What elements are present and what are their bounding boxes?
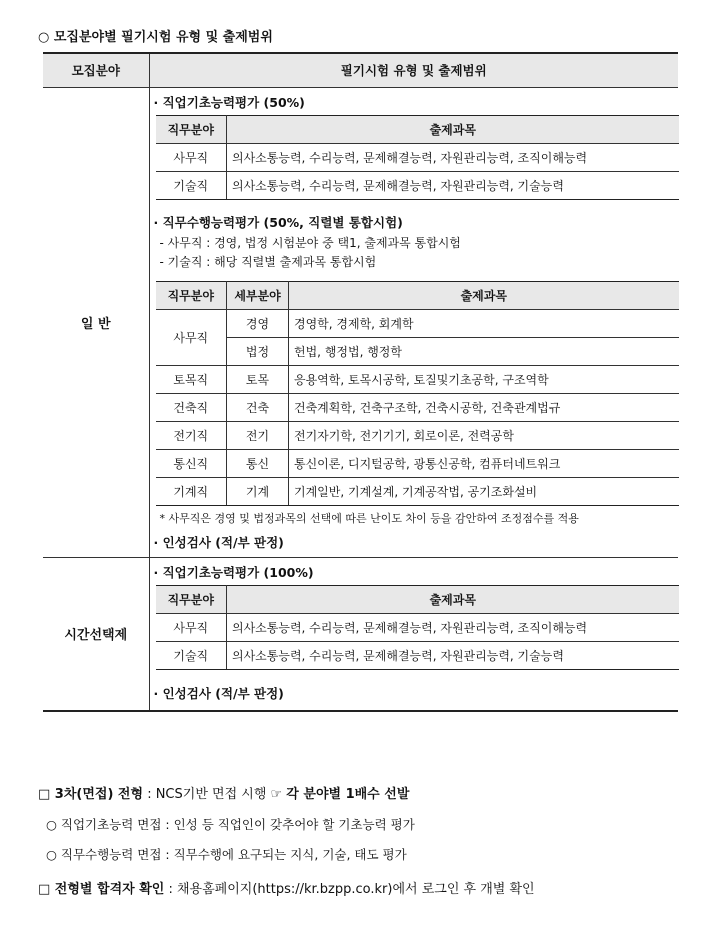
general-note-tech: - 기술직 : 해당 직렬별 출제과목 통합시험 [159,254,377,269]
section-heading: ○ 모집분야별 필기시험 유형 및 출제범위 [38,30,273,45]
table-row [156,449,679,477]
col-subjects: 출제과목 [227,115,679,143]
table-row [156,613,679,641]
interview-stage-line [38,783,409,802]
cell-job: 사무직 [156,613,227,641]
cell-detail: 전기 [227,421,289,449]
general-section3-title: · 인성검사 (적/부 판정) [153,534,284,550]
cell-subjects: 기계일반, 기계설계, 기계공작법, 공기조화설비 [289,477,679,505]
cell-job: 건축직 [156,393,227,421]
general-footnote: * 사무직은 경영 및 법정과목의 선택에 따른 난이도 차이 등을 감안하여 조정점수를 적용 [159,511,579,525]
header-exam-scope: 필기시험 유형 및 출제범위 [149,53,678,87]
cell-subjects: 의사소통능력, 수리능력, 문제해결능력, 자원관리능력, 조직이해능력 [227,143,679,171]
col-job-field: 직무분야 [156,281,227,309]
interview-basic-line: ○ 직업기초능력 면접 : 인성 등 직업인이 갖추어야 할 기초능력 평가 [46,817,415,832]
table-header-row [43,53,678,87]
cell-subjects: 의사소통능력, 수리능력, 문제해결능력, 자원관리능력, 조직이해능력 [227,613,679,641]
cell-subjects: 의사소통능력, 수리능력, 문제해결능력, 자원관리능력, 기술능력 [227,641,679,669]
col-job-field: 직무분야 [156,115,227,143]
result-check-line [38,878,535,897]
general-job-table [156,281,679,506]
cell-job: 통신직 [156,449,227,477]
general-section1-title: · 직업기초능력평가 (50%) [153,94,305,110]
parttime-basic-table [156,585,679,670]
general-section2-title: · 직무수행능력평가 (50%, 직렬별 통합시험) [153,214,403,230]
cell-job: 사무직 [156,143,227,171]
general-note-office: - 사무직 : 경영, 법정 시험분야 중 택1, 출제과목 통합시험 [159,235,461,250]
interview-stage-selection: 각 분야별 1배수 선발 [286,787,410,802]
table-row [156,337,679,365]
table-row [156,393,679,421]
interview-stage-title: □ 3차(면접) 전형 [38,787,144,802]
interview-stage-desc: : NCS기반 면접 시행 ☞ [143,787,287,802]
cell-subjects: 응용역학, 토목시공학, 토질및기초공학, 구조역학 [289,365,679,393]
table-row [156,365,679,393]
general-label: 일 반 [43,87,149,557]
cell-subjects: 의사소통능력, 수리능력, 문제해결능력, 자원관리능력, 기술능력 [227,171,679,199]
table-row [156,641,679,669]
parttime-row [43,557,678,711]
parttime-label: 시간선택제 [43,557,149,711]
general-basic-table [156,115,679,200]
parttime-section2-title: · 인성검사 (적/부 판정) [153,685,284,701]
exam-scope-table [43,52,678,712]
cell-subjects: 건축계획학, 건축구조학, 건축시공학, 건축관계법규 [289,393,679,421]
cell-subjects: 헌법, 행정법, 행정학 [289,337,679,365]
table-row [156,171,679,199]
general-content [149,87,678,557]
parttime-section1-title: · 직업기초능력평가 (100%) [153,564,314,580]
table-row [156,309,679,337]
table-row [156,143,679,171]
table-row [156,421,679,449]
cell-detail: 통신 [227,449,289,477]
parttime-content [149,557,678,711]
result-check-title: □ 전형별 합격자 확인 [38,882,165,897]
cell-job: 기술직 [156,641,227,669]
col-detail-field: 세부분야 [227,281,289,309]
cell-job: 사무직 [156,309,227,365]
col-job-field: 직무분야 [156,585,227,613]
col-subjects: 출제과목 [289,281,679,309]
cell-detail: 기계 [227,477,289,505]
cell-job: 기계직 [156,477,227,505]
interview-job-line: ○ 직무수행능력 면접 : 직무수행에 요구되는 지식, 기술, 태도 평가 [46,847,407,862]
cell-detail: 건축 [227,393,289,421]
general-row [43,87,678,557]
result-check-desc: : 채용홈페이지(https://kr.bzpp.co.kr)에서 로그인 후 개별 확인 [164,882,535,897]
header-recruit-field: 모집분야 [43,53,149,87]
col-subjects: 출제과목 [227,585,679,613]
cell-detail: 토목 [227,365,289,393]
cell-subjects: 경영학, 경제학, 회계학 [289,309,679,337]
cell-job: 기술직 [156,171,227,199]
cell-subjects: 전기자기학, 전기기기, 회로이론, 전력공학 [289,421,679,449]
cell-job: 전기직 [156,421,227,449]
cell-job: 토목직 [156,365,227,393]
cell-detail: 경영 [227,309,289,337]
cell-subjects: 통신이론, 디지털공학, 광통신공학, 컴퓨터네트워크 [289,449,679,477]
cell-detail: 법정 [227,337,289,365]
table-row [156,477,679,505]
